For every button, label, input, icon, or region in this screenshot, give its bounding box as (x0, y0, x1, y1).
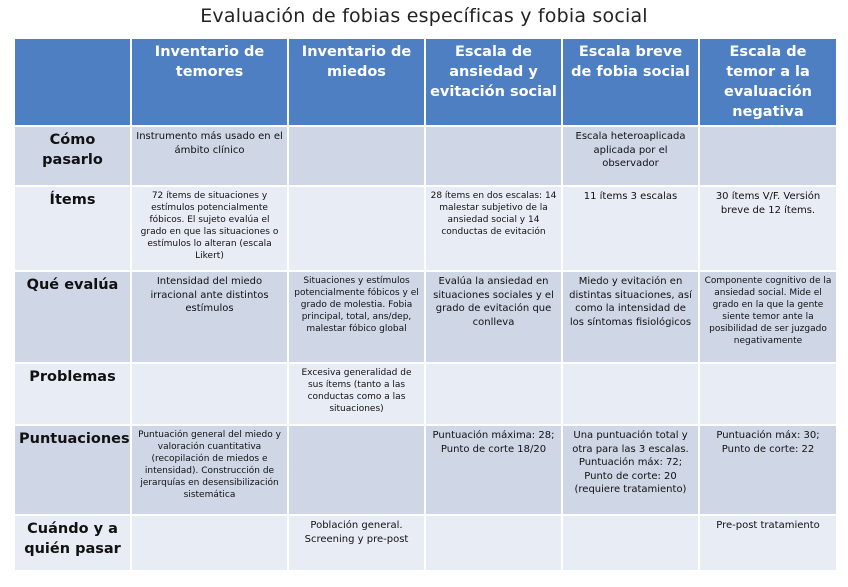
table-cell: Puntuación general del miedo y valoración cuantitativa (recopilación de miedos e intensidad). Construcción de jerarquías en desensibilización sistemática (131, 425, 288, 515)
table-cell (425, 363, 562, 425)
table-cell: Pre-post tratamiento (699, 515, 837, 571)
column-header: Escala de ansiedad y evitación social (425, 38, 562, 126)
table-cell: Instrumento más usado en el ámbito clínico (131, 126, 288, 186)
row-label: Problemas (14, 363, 131, 425)
table-cell: 28 ítems en dos escalas: 14 malestar subjetivo de la ansiedad social y 14 conductas de evitación (425, 186, 562, 271)
row-label: Puntuaciones (14, 425, 131, 515)
page-title: Evaluación de fobias específicas y fobia social (200, 5, 648, 27)
table-cell (699, 363, 837, 425)
column-header: Inventario de miedos (288, 38, 425, 126)
table-cell: Escala heteroaplicada aplicada por el observador (562, 126, 699, 186)
table-row (14, 126, 837, 186)
header-corner-cell (14, 38, 131, 126)
table-cell: Puntuación máxima: 28; Punto de corte 18/20 (425, 425, 562, 515)
row-label: Qué evalúa (14, 271, 131, 363)
table-cell: 30 ítems V/F. Versión breve de 12 ítems. (699, 186, 837, 271)
table-row (14, 515, 837, 571)
table-cell (131, 363, 288, 425)
table-cell: Intensidad del miedo irracional ante distintos estímulos (131, 271, 288, 363)
column-header: Escala de temor a la evaluación negativa (699, 38, 837, 126)
table-cell: Una puntuación total y otra para las 3 escalas. Puntuación máx: 72; Punto de corte: 20 (requiere tratamiento) (562, 425, 699, 515)
table-row (14, 186, 837, 271)
column-header: Inventario de temores (131, 38, 288, 126)
table-cell: Puntuación máx: 30; Punto de corte: 22 (699, 425, 837, 515)
table-cell: Componente cognitivo de la ansiedad social. Mide el grado en la que la gente siente temor ante la posibilidad de ser juzgado negativamente (699, 271, 837, 363)
table-cell (562, 363, 699, 425)
table-cell (288, 186, 425, 271)
table-cell: 72 ítems de situaciones y estímulos potencialmente fóbicos. El sujeto evalúa el grado en que las situaciones o estímulos lo alteran (escala Likert) (131, 186, 288, 271)
table-cell: Situaciones y estímulos potencialmente fóbicos y el grado de molestia. Fobia principal, total, ans/dep, malestar fóbico global (288, 271, 425, 363)
comparison-table (13, 37, 838, 572)
table-row (14, 363, 837, 425)
table-cell: 11 ítems 3 escalas (562, 186, 699, 271)
column-header: Escala breve de fobia social (562, 38, 699, 126)
table-cell (288, 425, 425, 515)
table-cell: Población general. Screening y pre-post (288, 515, 425, 571)
table-cell (562, 515, 699, 571)
table-cell (425, 126, 562, 186)
header-row (14, 38, 837, 126)
row-label: Cómo pasarlo (14, 126, 131, 186)
table-row (14, 425, 837, 515)
table-row (14, 271, 837, 363)
table-cell (699, 126, 837, 186)
table-cell (131, 515, 288, 571)
row-label: Ítems (14, 186, 131, 271)
table-cell: Evalúa la ansiedad en situaciones sociales y el grado de evitación que conlleva (425, 271, 562, 363)
table-cell (425, 515, 562, 571)
table-cell: Excesiva generalidad de sus ítems (tanto a las conductas como a las situaciones) (288, 363, 425, 425)
table-cell (288, 126, 425, 186)
row-label: Cuándo y a quién pasar (14, 515, 131, 571)
table-cell: Miedo y evitación en distintas situaciones, así como la intensidad de los síntomas fisiológicos (562, 271, 699, 363)
